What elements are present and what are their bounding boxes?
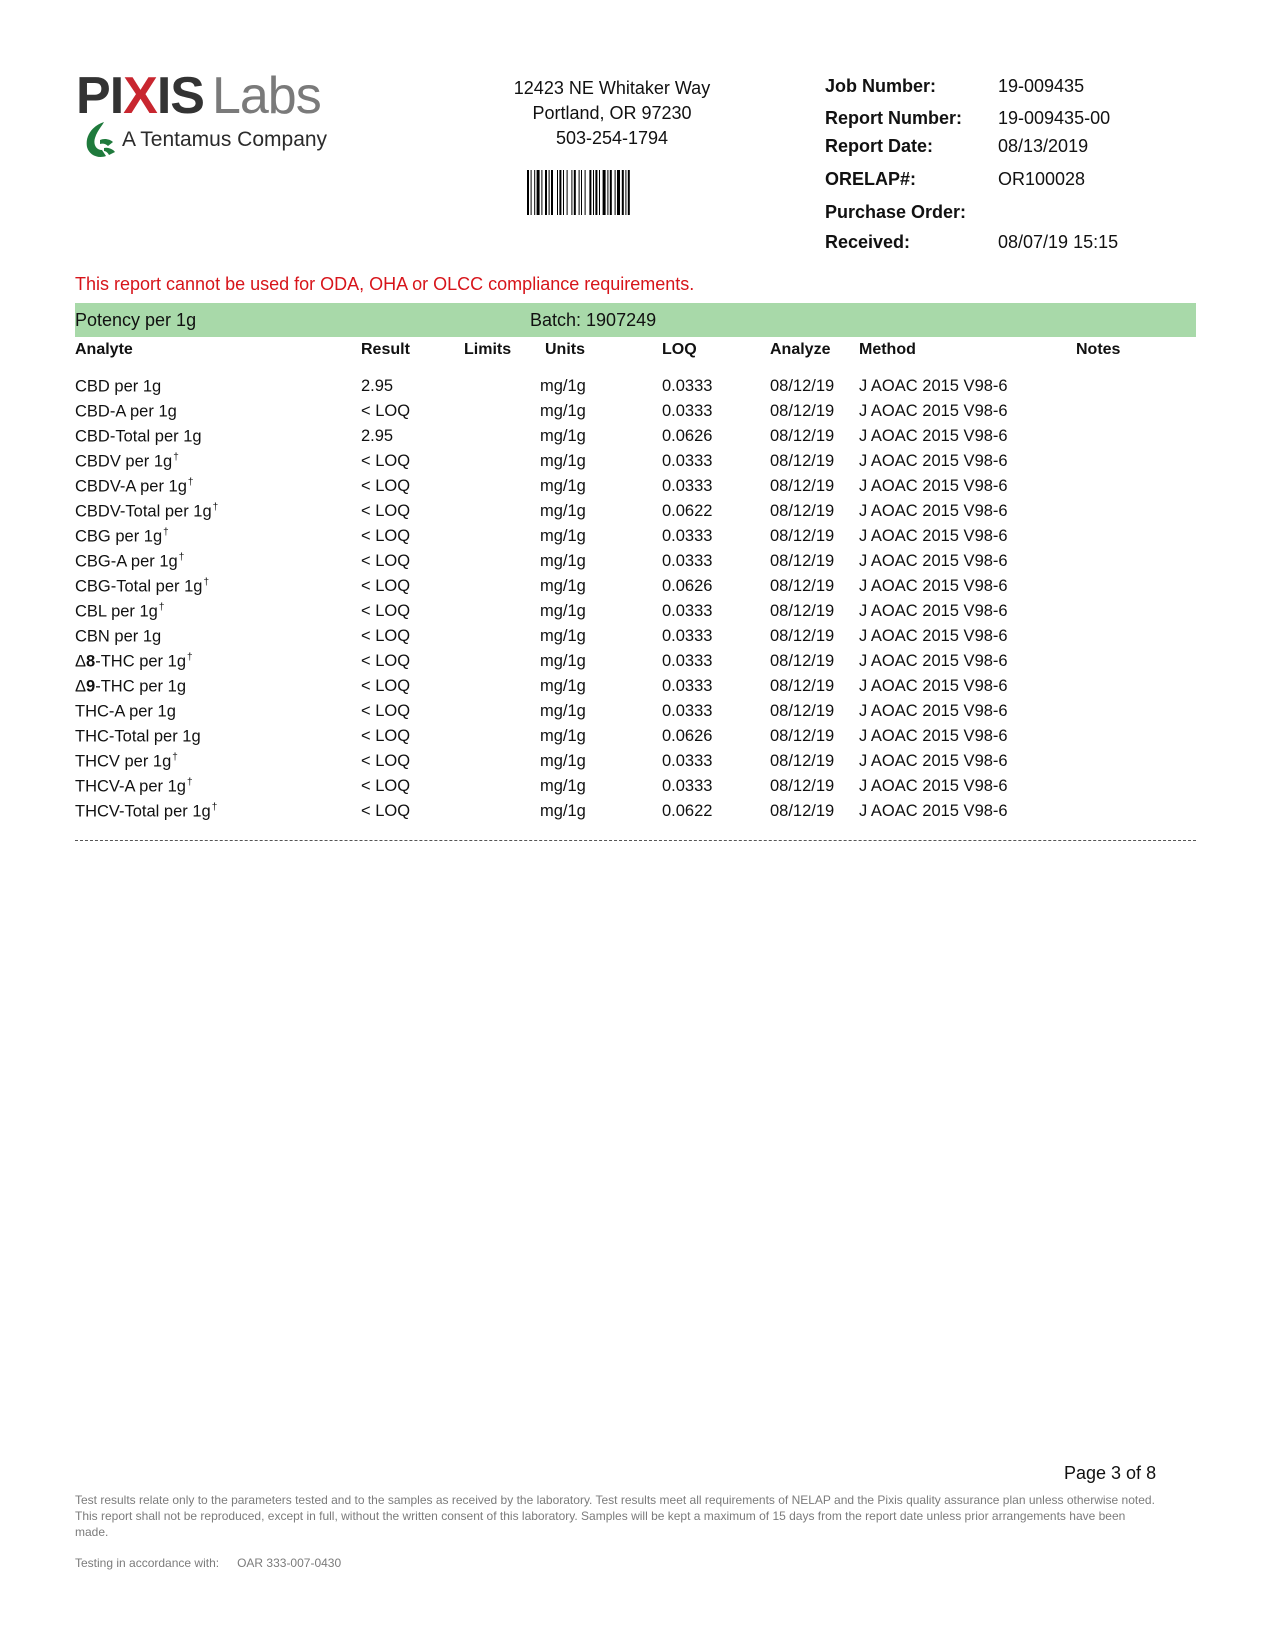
barcode-bar	[607, 170, 608, 215]
loq-cell: 0.0626	[662, 577, 713, 595]
loq-cell: 0.0333	[662, 377, 713, 395]
units-cell: mg/1g	[540, 702, 586, 720]
loq-cell: 0.0622	[662, 802, 713, 820]
units-cell: mg/1g	[540, 727, 586, 745]
barcode-bar	[551, 170, 553, 215]
result-cell: < LOQ	[361, 677, 411, 695]
info-value: 08/07/19 15:15	[998, 232, 1119, 252]
method-cell: J AOAC 2015 V98-6	[859, 627, 1008, 645]
units-cell: mg/1g	[540, 627, 586, 645]
analyte-name: CBDV-Total per 1g	[75, 502, 212, 521]
units-cell: mg/1g	[540, 677, 586, 695]
table-row	[0, 477, 1275, 502]
analyze-date-cell: 08/12/19	[770, 727, 835, 745]
analyze-date-cell: 08/12/19	[770, 677, 835, 695]
method-cell: J AOAC 2015 V98-6	[859, 752, 1008, 770]
analyte-name: CBL per 1g	[75, 602, 158, 621]
barcode	[527, 170, 669, 215]
analyte-name: THCV-A per 1g	[75, 777, 186, 796]
column-header-result: Result	[361, 341, 410, 358]
barcode-bar	[567, 170, 568, 215]
barcode-bar	[574, 170, 576, 215]
loq-cell: 0.0622	[662, 502, 713, 520]
table-row	[0, 677, 1275, 702]
analyte-cell	[75, 377, 162, 397]
info-label: Job Number:	[825, 76, 937, 96]
units-cell: mg/1g	[540, 752, 586, 770]
method-cell: J AOAC 2015 V98-6	[859, 802, 1008, 820]
analyte-cell	[75, 627, 162, 647]
analyze-date-cell: 08/12/19	[770, 752, 835, 770]
method-cell: J AOAC 2015 V98-6	[859, 577, 1008, 595]
result-cell: < LOQ	[361, 602, 411, 620]
dagger-footnote: †	[187, 652, 193, 663]
analyte-cell	[75, 802, 217, 822]
barcode-bar	[541, 170, 542, 215]
analyte-cell	[75, 402, 178, 422]
loq-cell: 0.0333	[662, 652, 713, 670]
analyte-name: CBG per 1g	[75, 527, 163, 546]
lab-address	[482, 76, 742, 151]
info-label: Received:	[825, 232, 911, 252]
dagger-footnote: †	[158, 602, 165, 613]
table-row	[0, 602, 1275, 627]
testing-accordance	[75, 1556, 341, 1570]
result-cell: < LOQ	[361, 477, 411, 495]
info-label: Report Number:	[825, 108, 963, 128]
accordance-standard: OAR 333-007-0430	[237, 1556, 342, 1570]
result-cell: < LOQ	[361, 577, 411, 595]
units-cell: mg/1g	[540, 402, 586, 420]
analyte-name: CBDV per 1g	[75, 452, 173, 471]
result-cell: < LOQ	[361, 727, 411, 745]
address-street: 12423 NE Whitaker Way	[513, 78, 711, 98]
method-cell: J AOAC 2015 V98-6	[859, 652, 1008, 670]
dagger-footnote: †	[212, 502, 219, 513]
method-cell: J AOAC 2015 V98-6	[859, 402, 1008, 420]
analyze-date-cell: 08/12/19	[770, 652, 835, 670]
analyte-name: -THC per 1g	[95, 652, 186, 671]
loq-cell: 0.0333	[662, 402, 713, 420]
barcode-bar	[545, 170, 547, 215]
loq-cell: 0.0333	[662, 477, 713, 495]
table-row	[0, 802, 1275, 827]
barcode-bar	[581, 170, 582, 215]
barcode-bar	[527, 170, 529, 215]
delta-number: 8	[86, 652, 96, 671]
loq-cell: 0.0333	[662, 627, 713, 645]
loq-cell: 0.0333	[662, 677, 713, 695]
result-cell: < LOQ	[361, 702, 411, 720]
analyte-name: CBD per 1g	[75, 377, 162, 396]
barcode-bar	[593, 170, 594, 215]
units-cell: mg/1g	[540, 802, 586, 820]
analyze-date-cell: 08/12/19	[770, 377, 835, 395]
analyte-name: CBN per 1g	[75, 627, 162, 646]
units-cell: mg/1g	[540, 577, 586, 595]
barcode-bar	[531, 170, 532, 215]
units-cell: mg/1g	[540, 552, 586, 570]
result-cell: < LOQ	[361, 527, 411, 545]
analyte-cell	[75, 777, 193, 797]
info-value: 08/13/2019	[998, 136, 1089, 156]
analyte-name: CBD-A per 1g	[75, 402, 177, 421]
section-title: Potency per 1g	[75, 310, 197, 330]
column-header-analyte: Analyte	[75, 341, 133, 358]
analyte-name: CBDV-A per 1g	[75, 477, 187, 496]
dagger-footnote: †	[172, 752, 178, 763]
units-cell: mg/1g	[540, 777, 586, 795]
barcode-bar	[559, 170, 561, 215]
result-cell: 2.95	[361, 377, 394, 395]
barcode-bar	[537, 170, 540, 215]
analyze-date-cell: 08/12/19	[770, 577, 835, 595]
barcode-bar	[622, 170, 624, 215]
table-row	[0, 702, 1275, 727]
analyte-cell	[75, 752, 178, 772]
dagger-footnote: †	[178, 552, 185, 563]
compliance-warning: This report cannot be used for ODA, OHA or OLCC compliance requirements.	[75, 274, 695, 294]
units-cell: mg/1g	[540, 527, 586, 545]
accordance-label: Testing in accordance with:	[75, 1556, 220, 1570]
column-header-limits: Limits	[464, 341, 512, 358]
analyte-name: THCV-Total per 1g	[75, 802, 211, 821]
method-cell: J AOAC 2015 V98-6	[859, 527, 1008, 545]
units-cell: mg/1g	[540, 452, 586, 470]
loq-cell: 0.0626	[662, 427, 713, 445]
loq-cell: 0.0333	[662, 752, 713, 770]
barcode-bar	[563, 170, 564, 215]
analyze-date-cell: 08/12/19	[770, 452, 835, 470]
loq-cell: 0.0626	[662, 727, 713, 745]
column-header-method: Method	[859, 341, 916, 358]
analyze-date-cell: 08/12/19	[770, 552, 835, 570]
analyte-cell	[75, 677, 187, 697]
barcode-bar	[585, 170, 586, 215]
batch-number: Batch: 1907249	[530, 310, 657, 330]
dagger-footnote: †	[186, 777, 193, 788]
delta-symbol: Δ	[75, 652, 87, 671]
analyte-cell	[75, 527, 169, 547]
analyte-cell	[75, 552, 184, 572]
analyte-cell	[75, 652, 193, 672]
barcode-bar	[549, 170, 550, 215]
result-cell: < LOQ	[361, 652, 411, 670]
results-table	[0, 377, 1275, 827]
analyte-cell	[75, 602, 164, 622]
table-row	[0, 427, 1275, 452]
logo-subline	[82, 120, 327, 160]
units-cell: mg/1g	[540, 477, 586, 495]
barcode-bar	[625, 170, 626, 215]
column-header-units: Units	[545, 341, 585, 358]
result-cell: < LOQ	[361, 752, 411, 770]
table-row	[0, 752, 1275, 777]
units-cell: mg/1g	[540, 377, 586, 395]
analyte-cell	[75, 702, 177, 722]
result-cell: < LOQ	[361, 402, 411, 420]
delta-symbol: Δ	[75, 677, 87, 696]
delta-number: 9	[86, 677, 96, 696]
analyte-name: THC-A per 1g	[75, 702, 176, 721]
units-cell: mg/1g	[540, 502, 586, 520]
result-cell: < LOQ	[361, 777, 411, 795]
info-value: 19-009435	[998, 76, 1085, 96]
analyze-date-cell: 08/12/19	[770, 477, 835, 495]
table-row	[0, 502, 1275, 527]
info-label: Purchase Order:	[825, 202, 967, 222]
method-cell: J AOAC 2015 V98-6	[859, 602, 1008, 620]
table-row	[0, 727, 1275, 752]
column-header-notes: Notes	[1076, 341, 1121, 358]
analyze-date-cell: 08/12/19	[770, 502, 835, 520]
address-city: Portland, OR 97230	[532, 103, 692, 123]
method-cell: J AOAC 2015 V98-6	[859, 727, 1008, 745]
result-cell: < LOQ	[361, 452, 411, 470]
method-cell: J AOAC 2015 V98-6	[859, 777, 1008, 795]
table-row	[0, 777, 1275, 802]
barcode-bar	[628, 170, 630, 215]
method-cell: J AOAC 2015 V98-6	[859, 502, 1008, 520]
analyte-name: THCV per 1g	[75, 752, 172, 771]
logo-pixis: PIXIS	[76, 67, 204, 125]
analyze-date-cell: 08/12/19	[770, 602, 835, 620]
logo-wordmark	[76, 67, 321, 125]
analyte-name: THC-Total per 1g	[75, 727, 201, 746]
table-row	[0, 652, 1275, 677]
barcode-bar	[579, 170, 580, 215]
analyze-date-cell: 08/12/19	[770, 627, 835, 645]
logo-tagline: A Tentamus Company	[122, 128, 328, 151]
result-cell: 2.95	[361, 427, 394, 445]
table-row	[0, 452, 1275, 477]
disclaimer-text: Test results relate only to the parameters tested and to the samples as received by the laboratory. Test results meet all requirements of NELAP and the Pixis quality assurance plan unless otherwise noted. This report shall not be reproduced, except in full, without the written consent of this laboratory. Samples will be kept a maximum of 15 days from the report date unless prior arrangements have been made.	[75, 1493, 1155, 1539]
page-number: Page 3 of 8	[1064, 1463, 1157, 1483]
address-phone: 503-254-1794	[555, 128, 669, 148]
loq-cell: 0.0333	[662, 777, 713, 795]
analyte-cell	[75, 502, 218, 522]
units-cell: mg/1g	[540, 602, 586, 620]
barcode-bar	[589, 170, 591, 215]
analyte-name: -THC per 1g	[95, 677, 186, 696]
barcode-bar	[615, 170, 616, 215]
barcode-bar	[557, 170, 558, 215]
dagger-footnote: †	[203, 577, 210, 588]
table-divider	[75, 840, 1196, 841]
result-cell: < LOQ	[361, 627, 411, 645]
analyze-date-cell: 08/12/19	[770, 702, 835, 720]
barcode-bar	[571, 170, 572, 215]
analyte-name: CBD-Total per 1g	[75, 427, 202, 446]
column-header-loq: LOQ	[662, 341, 697, 358]
tentamus-leaf-icon	[82, 120, 118, 160]
method-cell: J AOAC 2015 V98-6	[859, 702, 1008, 720]
analyte-cell	[75, 427, 203, 447]
barcode-bar	[534, 170, 535, 215]
analyze-date-cell: 08/12/19	[770, 527, 835, 545]
info-value: OR100028	[998, 169, 1086, 189]
analyze-date-cell: 08/12/19	[770, 402, 835, 420]
barcode-bar	[599, 170, 600, 215]
table-row	[0, 577, 1275, 602]
analyte-name: CBG-A per 1g	[75, 552, 178, 571]
units-cell: mg/1g	[540, 427, 586, 445]
info-value: 19-009435-00	[998, 108, 1111, 128]
dagger-footnote: †	[173, 452, 179, 463]
info-label: ORELAP#:	[825, 169, 917, 189]
info-label: Report Date:	[825, 136, 934, 156]
analyte-cell	[75, 477, 193, 497]
analyze-date-cell: 08/12/19	[770, 777, 835, 795]
loq-cell: 0.0333	[662, 602, 713, 620]
method-cell: J AOAC 2015 V98-6	[859, 677, 1008, 695]
analyte-cell	[75, 452, 179, 472]
method-cell: J AOAC 2015 V98-6	[859, 452, 1008, 470]
barcode-bar	[595, 170, 597, 215]
table-row	[0, 377, 1275, 402]
loq-cell: 0.0333	[662, 702, 713, 720]
analyte-cell	[75, 577, 209, 597]
table-row	[0, 402, 1275, 427]
barcode-bar	[610, 170, 612, 215]
method-cell: J AOAC 2015 V98-6	[859, 477, 1008, 495]
method-cell: J AOAC 2015 V98-6	[859, 377, 1008, 395]
company-logo	[76, 67, 376, 165]
table-row	[0, 627, 1275, 652]
loq-cell: 0.0333	[662, 527, 713, 545]
barcode-bar	[617, 170, 620, 215]
loq-cell: 0.0333	[662, 552, 713, 570]
method-cell: J AOAC 2015 V98-6	[859, 427, 1008, 445]
analyze-date-cell: 08/12/19	[770, 427, 835, 445]
analyze-date-cell: 08/12/19	[770, 802, 835, 820]
dagger-footnote: †	[187, 477, 194, 488]
dagger-footnote: †	[163, 527, 169, 538]
loq-cell: 0.0333	[662, 452, 713, 470]
result-cell: < LOQ	[361, 552, 411, 570]
barcode-bar	[603, 170, 606, 215]
analyte-cell	[75, 727, 202, 747]
units-cell: mg/1g	[540, 652, 586, 670]
logo-labs: Labs	[211, 67, 321, 125]
table-row	[0, 527, 1275, 552]
result-cell: < LOQ	[361, 502, 411, 520]
method-cell: J AOAC 2015 V98-6	[859, 552, 1008, 570]
column-header-analyze: Analyze	[770, 341, 831, 358]
analyte-name: CBG-Total per 1g	[75, 577, 203, 596]
dagger-footnote: †	[211, 802, 218, 813]
table-row	[0, 552, 1275, 577]
result-cell: < LOQ	[361, 802, 411, 820]
section-header	[75, 303, 1196, 337]
